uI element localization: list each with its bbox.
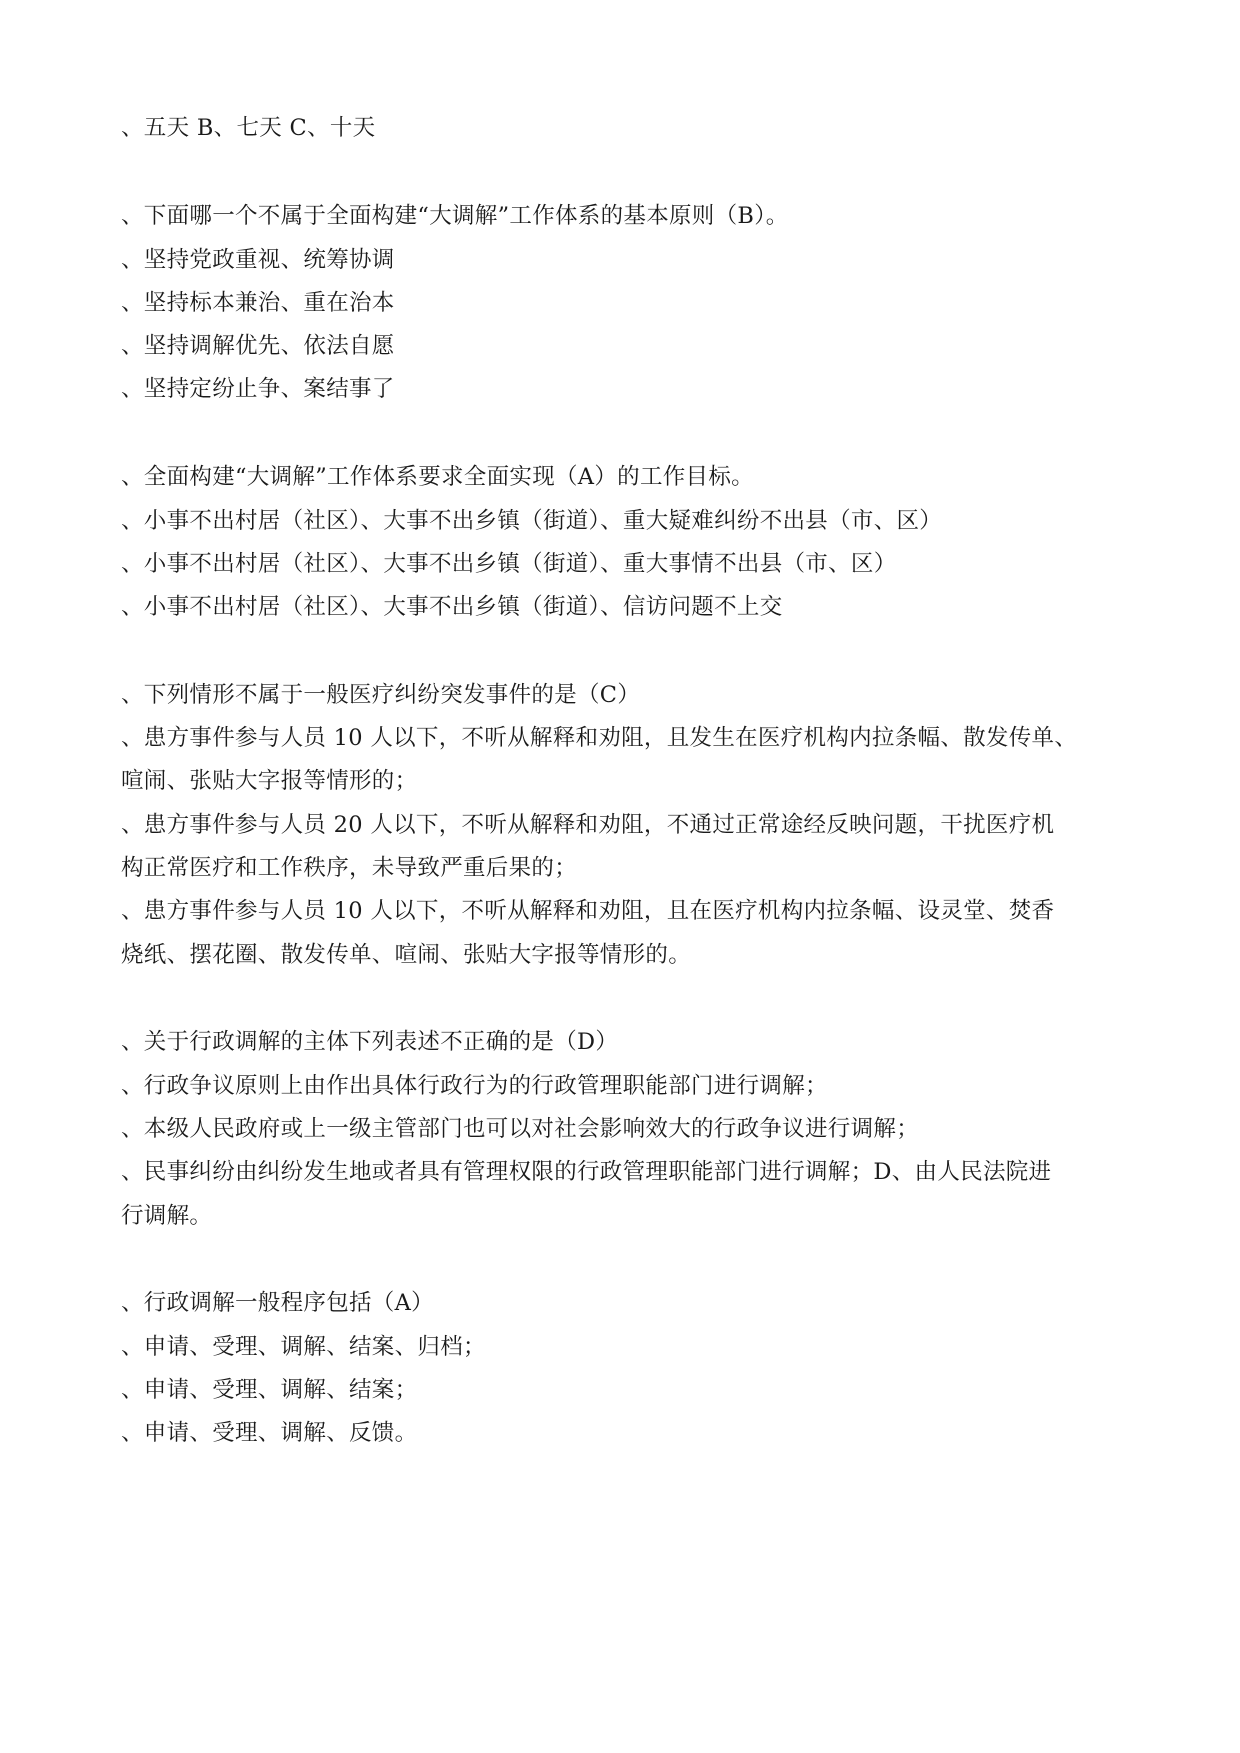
option-line: 、坚持党政重视、统筹协调 <box>121 247 395 273</box>
option-line: 、坚持调解优先、依法自愿 <box>121 333 395 359</box>
option-continuation-line: 行调解。 <box>121 1203 213 1229</box>
option-line: 、患方事件参与人员 20 人以下，不听从解释和劝阻，不通过正常途经反映问题，干扰医疗机 <box>121 812 1055 838</box>
question-stem: 、下列情形不属于一般医疗纠纷突发事件的是（C） <box>121 682 641 708</box>
option-continuation-line: 喧闹、张贴大字报等情形的； <box>121 768 418 794</box>
option-line: 、行政争议原则上由作出具体行政行为的行政管理职能部门进行调解； <box>121 1073 828 1099</box>
option-line: 、民事纠纷由纠纷发生地或者具有管理权限的行政管理职能部门进行调解；D、由人民法院进 <box>121 1159 1052 1185</box>
option-line: 、患方事件参与人员 10 人以下，不听从解释和劝阻，且在医疗机构内拉条幅、设灵堂、焚香 <box>121 898 1055 924</box>
option-line: 、小事不出村居（社区）、大事不出乡镇（街道）、重大事情不出县（市、区） <box>121 551 897 577</box>
option-line: 、小事不出村居（社区）、大事不出乡镇（街道）、重大疑难纠纷不出县（市、区） <box>121 508 943 534</box>
option-line: 、患方事件参与人员 10 人以下，不听从解释和劝阻，且发生在医疗机构内拉条幅、散发传单、 <box>121 725 1078 751</box>
option-line: 、五天 B、七天 C、十天 <box>121 115 376 141</box>
option-continuation-line: 构正常医疗和工作秩序，未导致严重后果的； <box>121 855 578 881</box>
option-line: 、坚持标本兼治、重在治本 <box>121 290 395 316</box>
option-line: 、小事不出村居（社区）、大事不出乡镇（街道）、信访问题不上交 <box>121 594 783 620</box>
option-line: 、申请、受理、调解、结案、归档； <box>121 1334 486 1360</box>
option-line: 、坚持定纷止争、案结事了 <box>121 376 395 402</box>
option-line: 、申请、受理、调解、反馈。 <box>121 1420 418 1446</box>
option-line: 、本级人民政府或上一级主管部门也可以对社会影响效大的行政争议进行调解； <box>121 1116 920 1142</box>
question-stem: 、行政调解一般程序包括（A） <box>121 1290 434 1316</box>
question-stem: 、关于行政调解的主体下列表述不正确的是（D） <box>121 1029 619 1055</box>
question-stem: 、全面构建“大调解”工作体系要求全面实现（A）的工作目标。 <box>121 464 754 490</box>
option-continuation-line: 烧纸、摆花圈、散发传单、喧闹、张贴大字报等情形的。 <box>121 942 692 968</box>
option-line: 、申请、受理、调解、结案； <box>121 1377 418 1403</box>
question-stem: 、下面哪一个不属于全面构建“大调解”工作体系的基本原则（B）。 <box>121 203 789 229</box>
